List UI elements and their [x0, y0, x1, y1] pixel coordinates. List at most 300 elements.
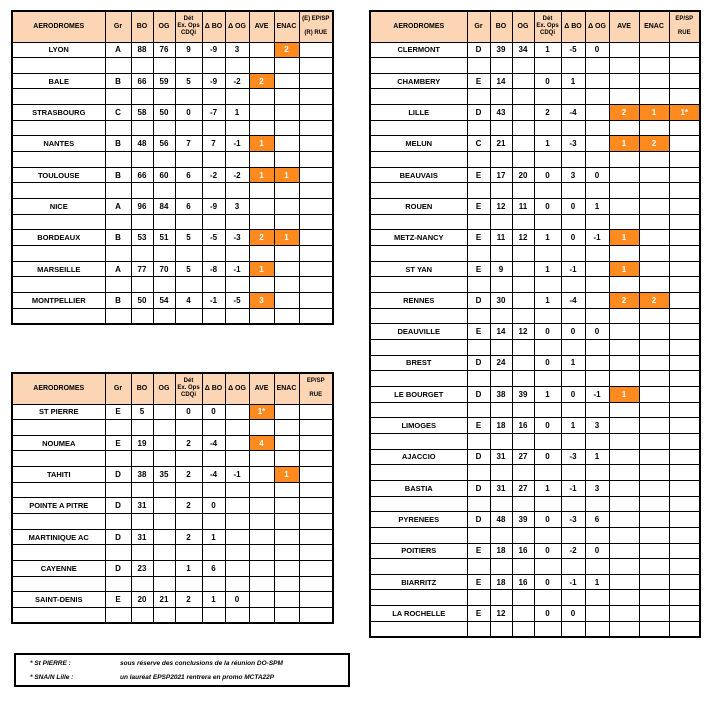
spacer-row	[12, 608, 333, 624]
spacer-cell	[131, 89, 153, 105]
spacer-cell	[609, 465, 639, 481]
spacer-cell	[175, 277, 202, 293]
table-row	[12, 105, 333, 121]
notes-box	[14, 653, 350, 687]
cell-bo: 48	[131, 136, 153, 152]
header-line: CDQi	[540, 30, 555, 37]
cell-og	[512, 105, 534, 121]
spacer-cell	[175, 89, 202, 105]
spacer-row	[12, 183, 333, 199]
spacer-cell	[561, 371, 585, 387]
cell-ave	[609, 355, 639, 371]
cell-bo: 66	[131, 73, 153, 89]
cell-ave	[609, 324, 639, 340]
spacer-cell	[585, 308, 609, 324]
spacer-cell	[561, 214, 585, 230]
cell-enac	[639, 261, 669, 277]
cell-enac	[274, 261, 299, 277]
cell-ave	[249, 592, 274, 608]
spacer-cell	[585, 214, 609, 230]
cell-group: D	[467, 480, 490, 496]
cell-bo: 19	[131, 435, 153, 451]
header-line: AVE	[254, 23, 269, 31]
cell-delta-og	[585, 105, 609, 121]
cell-enac	[639, 606, 669, 622]
spacer-cell	[202, 120, 225, 136]
spacer-cell	[467, 246, 490, 262]
cell-enac	[274, 529, 299, 545]
spacer-cell	[669, 402, 700, 418]
header-line: EP/SP	[306, 378, 325, 385]
cell-og	[512, 293, 534, 309]
cell-og: 39	[512, 386, 534, 402]
spacer-cell	[585, 183, 609, 199]
cell-group: E	[467, 606, 490, 622]
cell-epsp-rue	[669, 261, 700, 277]
header-det-ex-ops	[534, 11, 561, 42]
cell-enac	[274, 561, 299, 577]
cell-ave	[609, 606, 639, 622]
spacer-cell	[274, 120, 299, 136]
spacer-cell	[467, 277, 490, 293]
cell-group: E	[467, 418, 490, 434]
cell-og: 84	[153, 199, 175, 215]
spacer-cell	[490, 152, 512, 168]
cell-det-ex-ops: 2	[175, 498, 202, 514]
cell-det-ex-ops: 2	[534, 105, 561, 121]
spacer-cell	[153, 576, 175, 592]
cell-delta-bo: -1	[561, 574, 585, 590]
cell-delta-bo: 0	[561, 386, 585, 402]
cell-delta-og: -1	[585, 230, 609, 246]
cell-group: B	[105, 230, 131, 246]
spacer-cell	[299, 608, 333, 624]
spacer-row	[370, 277, 700, 293]
cell-ave	[249, 105, 274, 121]
spacer-cell	[512, 277, 534, 293]
cell-og: 12	[512, 324, 534, 340]
spacer-cell	[225, 277, 249, 293]
cell-delta-og: 3	[225, 42, 249, 58]
spacer-cell	[274, 545, 299, 561]
spacer-cell	[512, 433, 534, 449]
cell-aerodrome: AJACCIO	[370, 449, 467, 465]
spacer-cell	[467, 183, 490, 199]
spacer-cell	[225, 214, 249, 230]
cell-delta-bo: -8	[202, 261, 225, 277]
spacer-cell	[249, 58, 274, 74]
spacer-cell	[639, 120, 669, 136]
spacer-cell	[512, 402, 534, 418]
spacer-cell	[131, 308, 153, 324]
header-epsp-rue	[299, 373, 333, 404]
table-row	[12, 261, 333, 277]
cell-enac	[639, 73, 669, 89]
cell-ave	[249, 42, 274, 58]
header-line: Dét	[542, 16, 553, 23]
cell-aerodrome: LILLE	[370, 105, 467, 121]
cell-det-ex-ops: 1	[534, 480, 561, 496]
spacer-cell	[669, 465, 700, 481]
spacer-cell	[370, 58, 467, 74]
spacer-cell	[534, 214, 561, 230]
spacer-cell	[490, 527, 512, 543]
spacer-cell	[202, 420, 225, 436]
cell-epsp-rue	[299, 136, 333, 152]
spacer-cell	[370, 402, 467, 418]
cell-det-ex-ops: 4	[175, 293, 202, 309]
spacer-cell	[609, 183, 639, 199]
header-delta-og	[225, 373, 249, 404]
spacer-row	[370, 89, 700, 105]
cell-aerodrome: BALE	[12, 73, 105, 89]
cell-group: A	[105, 261, 131, 277]
spacer-cell	[225, 420, 249, 436]
header-bo	[131, 373, 153, 404]
cell-delta-og: -2	[225, 167, 249, 183]
cell-epsp-rue	[669, 543, 700, 559]
cell-ave: 1*	[249, 404, 274, 420]
cell-ave	[609, 574, 639, 590]
cell-bo: 96	[131, 199, 153, 215]
cell-aerodrome: MELUN	[370, 136, 467, 152]
cell-og: 21	[153, 592, 175, 608]
spacer-cell	[105, 451, 131, 467]
cell-group: E	[105, 592, 131, 608]
cell-group: B	[105, 136, 131, 152]
spacer-cell	[225, 183, 249, 199]
spacer-cell	[12, 183, 105, 199]
header-bo	[490, 11, 512, 42]
cell-group: D	[105, 467, 131, 483]
spacer-cell	[12, 482, 105, 498]
cell-bo: 38	[490, 386, 512, 402]
spacer-cell	[609, 402, 639, 418]
spacer-cell	[585, 246, 609, 262]
spacer-cell	[490, 496, 512, 512]
spacer-cell	[131, 246, 153, 262]
spacer-cell	[561, 277, 585, 293]
table-row	[12, 73, 333, 89]
cell-epsp-rue	[669, 73, 700, 89]
header-line: Δ OG	[228, 385, 246, 393]
spacer-cell	[669, 214, 700, 230]
note-key: * SNA/N Lille :	[30, 674, 74, 681]
cell-og	[153, 435, 175, 451]
cell-og: 12	[512, 230, 534, 246]
spacer-row	[370, 339, 700, 355]
spacer-cell	[512, 339, 534, 355]
table-row	[12, 435, 333, 451]
cell-aerodrome: ST YAN	[370, 261, 467, 277]
spacer-cell	[249, 89, 274, 105]
cell-og: 34	[512, 42, 534, 58]
spacer-cell	[175, 482, 202, 498]
cell-delta-bo: 0	[561, 199, 585, 215]
spacer-cell	[370, 371, 467, 387]
spacer-cell	[512, 214, 534, 230]
table-row	[370, 199, 700, 215]
cell-det-ex-ops: 5	[175, 73, 202, 89]
spacer-cell	[639, 246, 669, 262]
cell-og: 16	[512, 574, 534, 590]
cell-ave: 3	[249, 293, 274, 309]
cell-enac: 2	[639, 136, 669, 152]
spacer-cell	[609, 371, 639, 387]
cell-delta-bo: -3	[561, 136, 585, 152]
spacer-cell	[490, 621, 512, 637]
cell-delta-bo: -4	[561, 293, 585, 309]
spacer-cell	[299, 420, 333, 436]
spacer-cell	[467, 527, 490, 543]
cell-bo: 31	[131, 498, 153, 514]
spacer-cell	[299, 214, 333, 230]
cell-delta-og	[585, 293, 609, 309]
cell-epsp-rue	[299, 261, 333, 277]
cell-enac	[639, 324, 669, 340]
cell-delta-bo: 1	[561, 73, 585, 89]
cell-enac: 1	[639, 105, 669, 121]
spacer-cell	[105, 246, 131, 262]
cell-enac: 1	[274, 467, 299, 483]
spacer-cell	[467, 559, 490, 575]
spacer-cell	[512, 308, 534, 324]
cell-og: 50	[153, 105, 175, 121]
cell-group: E	[467, 73, 490, 89]
cell-bo: 38	[131, 467, 153, 483]
spacer-cell	[561, 527, 585, 543]
spacer-cell	[490, 246, 512, 262]
cell-aerodrome: RENNES	[370, 293, 467, 309]
cell-enac	[274, 404, 299, 420]
header-row	[12, 373, 333, 404]
spacer-cell	[105, 152, 131, 168]
spacer-cell	[105, 545, 131, 561]
cell-delta-og	[585, 73, 609, 89]
spacer-cell	[585, 621, 609, 637]
spacer-cell	[467, 371, 490, 387]
cell-aerodrome: PYRENEES	[370, 512, 467, 528]
spacer-cell	[202, 183, 225, 199]
cell-group: E	[467, 324, 490, 340]
spacer-cell	[490, 58, 512, 74]
cell-epsp-rue	[669, 293, 700, 309]
cell-group: D	[467, 42, 490, 58]
spacer-row	[12, 482, 333, 498]
cell-epsp-rue	[299, 467, 333, 483]
cell-delta-og: 3	[585, 480, 609, 496]
cell-enac	[639, 42, 669, 58]
spacer-cell	[609, 308, 639, 324]
spacer-cell	[12, 545, 105, 561]
cell-enac	[274, 199, 299, 215]
spacer-cell	[202, 482, 225, 498]
spacer-cell	[131, 482, 153, 498]
cell-bo: 53	[131, 230, 153, 246]
spacer-cell	[249, 420, 274, 436]
cell-aerodrome: DEAUVILLE	[370, 324, 467, 340]
cell-epsp-rue	[669, 199, 700, 215]
header-line: RUE	[309, 392, 323, 399]
cell-delta-og	[225, 498, 249, 514]
spacer-cell	[202, 214, 225, 230]
spacer-cell	[105, 277, 131, 293]
spacer-cell	[585, 371, 609, 387]
spacer-cell	[12, 514, 105, 530]
spacer-cell	[299, 89, 333, 105]
spacer-row	[370, 496, 700, 512]
spacer-cell	[639, 183, 669, 199]
spacer-cell	[274, 514, 299, 530]
cell-ave	[609, 167, 639, 183]
spacer-cell	[609, 621, 639, 637]
cell-aerodrome: BEAUVAIS	[370, 167, 467, 183]
cell-epsp-rue	[299, 404, 333, 420]
cell-epsp-rue	[299, 592, 333, 608]
spacer-cell	[274, 152, 299, 168]
cell-delta-bo: -2	[561, 543, 585, 559]
cell-bo: 20	[131, 592, 153, 608]
spacer-cell	[153, 183, 175, 199]
cell-epsp-rue	[669, 480, 700, 496]
spacer-cell	[490, 183, 512, 199]
header-ave	[609, 11, 639, 42]
cell-og	[512, 136, 534, 152]
cell-epsp-rue	[669, 42, 700, 58]
cell-epsp-rue	[299, 498, 333, 514]
spacer-cell	[105, 576, 131, 592]
spacer-cell	[609, 339, 639, 355]
cell-delta-og: -2	[225, 73, 249, 89]
cell-aerodrome: MARSEILLE	[12, 261, 105, 277]
spacer-cell	[609, 590, 639, 606]
cell-det-ex-ops: 0	[534, 324, 561, 340]
spacer-cell	[585, 496, 609, 512]
spacer-cell	[490, 120, 512, 136]
spacer-cell	[561, 402, 585, 418]
header-line: Gr	[113, 385, 123, 393]
spacer-cell	[534, 402, 561, 418]
cell-delta-bo: -4	[202, 435, 225, 451]
spacer-cell	[669, 433, 700, 449]
cell-ave	[609, 42, 639, 58]
spacer-cell	[249, 308, 274, 324]
spacer-row	[370, 465, 700, 481]
spacer-cell	[370, 308, 467, 324]
spacer-cell	[175, 576, 202, 592]
header-line: Ex. Ops	[536, 23, 559, 30]
spacer-cell	[274, 482, 299, 498]
spacer-cell	[669, 183, 700, 199]
spacer-cell	[105, 89, 131, 105]
cell-ave: 4	[249, 435, 274, 451]
cell-delta-og: 0	[225, 592, 249, 608]
spacer-cell	[153, 545, 175, 561]
cell-ave	[609, 73, 639, 89]
cell-og: 39	[512, 512, 534, 528]
cell-enac	[274, 435, 299, 451]
cell-group: D	[105, 529, 131, 545]
spacer-cell	[669, 621, 700, 637]
spacer-cell	[609, 214, 639, 230]
spacer-cell	[131, 120, 153, 136]
header-ave	[249, 373, 274, 404]
spacer-cell	[202, 152, 225, 168]
cell-delta-og: -1	[225, 261, 249, 277]
spacer-cell	[274, 183, 299, 199]
spacer-cell	[512, 465, 534, 481]
cell-og: 51	[153, 230, 175, 246]
spacer-row	[370, 183, 700, 199]
cell-det-ex-ops: 2	[175, 592, 202, 608]
table-row	[370, 606, 700, 622]
spacer-cell	[370, 246, 467, 262]
spacer-cell	[512, 89, 534, 105]
spacer-row	[12, 308, 333, 324]
spacer-cell	[225, 482, 249, 498]
cell-ave	[249, 467, 274, 483]
table-row	[12, 498, 333, 514]
spacer-cell	[609, 58, 639, 74]
spacer-cell	[175, 451, 202, 467]
table-row	[370, 418, 700, 434]
cell-ave	[249, 199, 274, 215]
header-delta-og	[225, 11, 249, 42]
cell-enac	[639, 449, 669, 465]
table-row	[370, 574, 700, 590]
spacer-cell	[299, 308, 333, 324]
cell-det-ex-ops: 1	[534, 230, 561, 246]
cell-delta-bo: 1	[202, 529, 225, 545]
spacer-cell	[175, 152, 202, 168]
cell-aerodrome: LA ROCHELLE	[370, 606, 467, 622]
header-delta-og	[585, 11, 609, 42]
spacer-row	[370, 308, 700, 324]
spacer-cell	[225, 120, 249, 136]
spacer-cell	[561, 120, 585, 136]
cell-enac	[639, 480, 669, 496]
spacer-row	[370, 402, 700, 418]
spacer-cell	[561, 590, 585, 606]
table-row	[370, 230, 700, 246]
spacer-cell	[585, 120, 609, 136]
cell-aerodrome: POINTE A PITRE	[12, 498, 105, 514]
cell-ave	[249, 498, 274, 514]
spacer-cell	[669, 308, 700, 324]
spacer-cell	[534, 590, 561, 606]
spacer-cell	[249, 120, 274, 136]
table-row	[370, 480, 700, 496]
cell-delta-og: -1	[225, 136, 249, 152]
cell-aerodrome: BIARRITZ	[370, 574, 467, 590]
spacer-row	[370, 371, 700, 387]
spacer-cell	[249, 183, 274, 199]
cell-epsp-rue	[299, 73, 333, 89]
cell-group: E	[467, 543, 490, 559]
spacer-cell	[249, 277, 274, 293]
spacer-cell	[153, 214, 175, 230]
spacer-cell	[639, 527, 669, 543]
spacer-cell	[175, 58, 202, 74]
spacer-cell	[202, 545, 225, 561]
spacer-cell	[512, 183, 534, 199]
spacer-cell	[585, 465, 609, 481]
header-line: Dét	[183, 16, 194, 23]
spacer-cell	[12, 214, 105, 230]
spacer-cell	[669, 339, 700, 355]
cell-group: E	[467, 167, 490, 183]
spacer-cell	[202, 308, 225, 324]
